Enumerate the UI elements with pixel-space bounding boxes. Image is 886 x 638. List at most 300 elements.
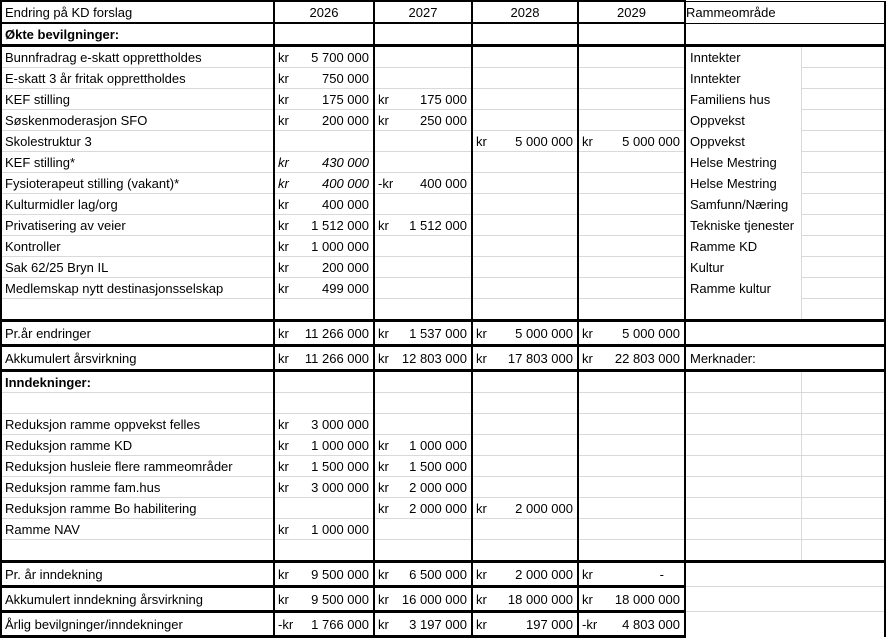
amount-group — [275, 326, 373, 341]
cell-label[interactable]: Akkumulert årsvirkning — [1, 346, 274, 371]
cell-label[interactable]: Pr. år inndekning — [1, 562, 274, 587]
cell-rammeomrade[interactable] — [685, 23, 801, 46]
amount-group — [579, 326, 684, 341]
cell-outside-grid[interactable] — [801, 371, 885, 393]
cell-year-2029[interactable] — [578, 477, 685, 498]
currency-label: kr — [278, 458, 289, 474]
cell-year-2029[interactable] — [578, 89, 685, 110]
cell-rammeomrade[interactable] — [685, 519, 801, 540]
cell-year-2026[interactable] — [274, 321, 374, 346]
cell-year-2029[interactable] — [578, 456, 685, 477]
cell-outside-grid[interactable] — [801, 257, 885, 278]
currency-label: -kr — [582, 616, 598, 632]
cell-year-2029[interactable] — [578, 393, 685, 414]
cell-outside-grid[interactable] — [801, 498, 885, 519]
amount-group — [375, 567, 471, 582]
amount-group — [473, 592, 577, 607]
amount-group — [375, 459, 471, 474]
cell-rammeomrade[interactable]: Oppvekst — [685, 110, 801, 131]
cell-year-2027[interactable] — [374, 435, 472, 456]
cell-year-2028[interactable] — [472, 519, 578, 540]
cell-rammeomrade[interactable]: Samfunn/Næring — [685, 194, 801, 215]
cell-year-2028[interactable] — [472, 110, 578, 131]
cell-year-2028[interactable] — [472, 393, 578, 414]
cell-label[interactable]: Økte bevilgninger: — [1, 23, 274, 46]
cell-year-2028[interactable] — [472, 194, 578, 215]
cell-label[interactable]: Pr.år endringer — [1, 321, 274, 346]
cell-year-2029[interactable] — [578, 131, 685, 152]
cell-year-2029[interactable] — [578, 562, 685, 587]
cell-year-2028[interactable] — [472, 612, 578, 637]
cell-year-2028[interactable] — [472, 257, 578, 278]
cell-year-2029[interactable] — [578, 257, 685, 278]
currency-label: kr — [278, 566, 289, 582]
amount-group — [275, 92, 373, 107]
cell-label[interactable]: Inndekninger: — [1, 371, 274, 393]
cell-label[interactable]: Bunnfradrag e-skatt opprettholdes — [1, 46, 274, 68]
table-row — [1, 23, 885, 46]
spacer-row — [1, 299, 885, 321]
cell-year-2026[interactable] — [274, 414, 374, 435]
cell-year-2026[interactable] — [274, 23, 374, 46]
currency-label: kr — [278, 91, 289, 107]
cell-year-2026[interactable] — [274, 612, 374, 637]
cell-label[interactable]: KEF stilling* — [1, 152, 274, 173]
currency-label: kr — [378, 350, 389, 366]
cell-year-2029[interactable] — [578, 173, 685, 194]
cell-year-2029[interactable] — [578, 278, 685, 299]
cell-year-2028[interactable] — [472, 435, 578, 456]
cell-year-2027[interactable] — [374, 346, 472, 371]
cell-year-2029[interactable] — [578, 498, 685, 519]
cell-rammeomrade[interactable]: Familiens hus — [685, 89, 801, 110]
cell-label[interactable] — [1, 299, 274, 321]
currency-label: kr — [582, 566, 593, 582]
cell-outside-grid[interactable] — [801, 89, 885, 110]
cell-year-2029[interactable] — [578, 519, 685, 540]
cell-rammeomrade[interactable]: Helse Mestring — [685, 173, 801, 194]
currency-label: kr — [278, 238, 289, 254]
cell-year-2027[interactable] — [374, 587, 472, 612]
currency-label: -kr — [278, 616, 294, 632]
cell-year-2028[interactable] — [472, 299, 578, 321]
currency-label: kr — [476, 591, 487, 607]
amount-value: 12 803 000 — [401, 350, 467, 366]
cell-year-2029[interactable] — [578, 321, 685, 346]
cell-year-2027[interactable] — [374, 393, 472, 414]
cell-year-2027[interactable] — [374, 278, 472, 299]
amount-group — [473, 567, 577, 582]
cell-year-2027[interactable] — [374, 131, 472, 152]
spacer-row — [1, 393, 885, 414]
cell-year-2026[interactable] — [274, 131, 374, 152]
cell-outside-grid[interactable] — [801, 562, 885, 587]
cell-year-2026[interactable] — [274, 393, 374, 414]
amount-value: 197 000 — [526, 616, 573, 632]
cell-year-2027[interactable] — [374, 110, 472, 131]
cell-year-2029[interactable] — [578, 152, 685, 173]
cell-label[interactable]: Medlemskap nytt destinasjonsselskap — [1, 278, 274, 299]
cell-year-2026[interactable] — [274, 257, 374, 278]
cell-rammeomrade[interactable] — [685, 540, 801, 562]
cell-rammeomrade[interactable] — [685, 562, 801, 587]
cell-label[interactable]: Sak 62/25 Bryn IL — [1, 257, 274, 278]
cell-label[interactable]: Reduksjon ramme fam.hus — [1, 477, 274, 498]
cell-year-2027[interactable] — [374, 371, 472, 393]
cell-year-2026[interactable] — [274, 346, 374, 371]
table-row — [1, 236, 885, 257]
cell-rammeomrade[interactable]: Kultur — [685, 257, 801, 278]
cell-label[interactable]: Privatisering av veier — [1, 215, 274, 236]
amount-value: 5 700 000 — [311, 49, 369, 65]
cell-year-2026[interactable] — [274, 215, 374, 236]
amount-group — [275, 459, 373, 474]
cell-rammeomrade[interactable]: Oppvekst — [685, 131, 801, 152]
amount-group — [375, 92, 471, 107]
currency-label: kr — [278, 49, 289, 65]
cell-year-2027[interactable] — [374, 152, 472, 173]
amount-group — [473, 617, 577, 632]
cell-label[interactable]: Reduksjon ramme oppvekst felles — [1, 414, 274, 435]
amount-value: 16 000 000 — [401, 591, 467, 607]
table-row — [1, 562, 885, 587]
amount-group — [275, 239, 373, 254]
cell-year-2027[interactable] — [374, 257, 472, 278]
header-row — [1, 1, 885, 23]
cell-outside-grid[interactable] — [801, 152, 885, 173]
cell-rammeomrade[interactable]: Inntekter — [685, 46, 801, 68]
cell-rammeomrade[interactable] — [685, 299, 801, 321]
cell-year-2029[interactable] — [578, 68, 685, 89]
cell-year-2028[interactable] — [472, 236, 578, 257]
currency-label: kr — [278, 217, 289, 233]
cell-year-2026[interactable] — [274, 299, 374, 321]
cell-year-2028[interactable] — [472, 587, 578, 612]
currency-label: kr — [476, 616, 487, 632]
amount-group — [579, 567, 684, 582]
amount-group — [375, 113, 471, 128]
amount-value: 1 512 000 — [311, 217, 369, 233]
table-row — [1, 612, 885, 637]
cell-year-2026[interactable] — [274, 173, 374, 194]
cell-year-2028[interactable] — [472, 131, 578, 152]
cell-outside-grid[interactable] — [801, 68, 885, 89]
cell-rammeomrade[interactable] — [685, 498, 801, 519]
currency-label: kr — [278, 70, 289, 86]
amount-value: 5 000 000 — [515, 133, 573, 149]
table-row — [1, 321, 885, 346]
cell-year-2029[interactable] — [578, 612, 685, 637]
cell-year-2027[interactable] — [374, 194, 472, 215]
amount-value: 4 803 000 — [622, 616, 680, 632]
table-row — [1, 346, 885, 371]
cell-outside-grid[interactable] — [801, 477, 885, 498]
amount-group — [375, 592, 471, 607]
cell-year-2027[interactable] — [374, 68, 472, 89]
cell-year-2029[interactable] — [578, 23, 685, 46]
cell-year-2026[interactable] — [274, 278, 374, 299]
cell-label[interactable] — [1, 540, 274, 562]
cell-year-2027[interactable] — [374, 173, 472, 194]
cell-year-2026[interactable] — [274, 89, 374, 110]
cell-year-2029[interactable] — [578, 540, 685, 562]
amount-group — [275, 155, 373, 170]
cell-year-2027[interactable] — [374, 89, 472, 110]
cell-outside-grid[interactable] — [801, 215, 885, 236]
amount-value: 1 500 000 — [409, 458, 467, 474]
cell-label[interactable]: Kontroller — [1, 236, 274, 257]
cell-year-2026[interactable] — [274, 46, 374, 68]
amount-value: 18 000 000 — [507, 591, 573, 607]
cell-year-2027[interactable] — [374, 236, 472, 257]
amount-group — [275, 71, 373, 86]
currency-label: kr — [476, 133, 487, 149]
cell-year-2028[interactable] — [472, 68, 578, 89]
cell-label[interactable]: Årlig bevilgninger/inndekninger — [1, 612, 274, 637]
cell-year-2026[interactable] — [274, 68, 374, 89]
cell-outside-grid[interactable] — [801, 612, 885, 637]
cell-year-2029[interactable] — [578, 414, 685, 435]
amount-value: 2 000 000 — [515, 566, 573, 582]
currency-label: kr — [582, 591, 593, 607]
cell-rammeomrade[interactable]: Merknader: — [685, 346, 801, 371]
cell-year-2028[interactable] — [472, 498, 578, 519]
amount-value: 2 000 000 — [409, 500, 467, 516]
cell-rammeomrade[interactable]: Tekniske tjenester — [685, 215, 801, 236]
cell-label[interactable]: Reduksjon husleie flere rammeområder — [1, 456, 274, 477]
cell-rammeomrade[interactable] — [685, 321, 801, 346]
cell-year-2028[interactable] — [472, 540, 578, 562]
cell-label[interactable]: Reduksjon ramme Bo habilitering — [1, 498, 274, 519]
cell-outside-grid[interactable] — [801, 173, 885, 194]
header-title-cell[interactable]: Endring på KD forslag — [1, 1, 274, 23]
cell-outside-grid[interactable] — [801, 587, 885, 612]
cell-year-2028[interactable] — [472, 371, 578, 393]
cell-outside-grid[interactable] — [801, 131, 885, 152]
cell-year-2026[interactable] — [274, 587, 374, 612]
cell-label[interactable]: KEF stilling — [1, 89, 274, 110]
cell-year-2029[interactable] — [578, 46, 685, 68]
cell-year-2026[interactable] — [274, 236, 374, 257]
cell-year-2028[interactable] — [472, 23, 578, 46]
header-year-2029[interactable]: 2029 — [578, 1, 685, 23]
cell-outside-grid[interactable] — [801, 321, 885, 346]
cell-year-2029[interactable] — [578, 299, 685, 321]
header-year-2027[interactable]: 2027 — [374, 1, 472, 23]
cell-rammeomrade[interactable] — [685, 456, 801, 477]
cell-year-2026[interactable] — [274, 110, 374, 131]
amount-group — [579, 617, 684, 632]
cell-year-2028[interactable] — [472, 477, 578, 498]
cell-year-2027[interactable] — [374, 519, 472, 540]
cell-year-2027[interactable] — [374, 477, 472, 498]
cell-year-2027[interactable] — [374, 23, 472, 46]
cell-rammeomrade[interactable]: Helse Mestring — [685, 152, 801, 173]
amount-value: 175 000 — [420, 91, 467, 107]
cell-year-2026[interactable] — [274, 152, 374, 173]
cell-outside-grid[interactable] — [801, 23, 885, 46]
amount-value: 175 000 — [322, 91, 369, 107]
cell-rammeomrade[interactable]: Ramme kultur — [685, 278, 801, 299]
cell-year-2028[interactable] — [472, 321, 578, 346]
cell-year-2027[interactable] — [374, 456, 472, 477]
cell-year-2029[interactable] — [578, 110, 685, 131]
header-rammeomrade[interactable]: Rammeområde — [685, 1, 801, 23]
header-year-2028[interactable]: 2028 — [472, 1, 578, 23]
cell-year-2029[interactable] — [578, 236, 685, 257]
table-row — [1, 498, 885, 519]
amount-group — [375, 480, 471, 495]
cell-year-2028[interactable] — [472, 414, 578, 435]
amount-group — [375, 218, 471, 233]
amount-value: 1 500 000 — [311, 458, 369, 474]
cell-year-2027[interactable] — [374, 321, 472, 346]
table-row — [1, 587, 885, 612]
cell-year-2028[interactable] — [472, 152, 578, 173]
cell-label[interactable]: Fysioterapeut stilling (vakant)* — [1, 173, 274, 194]
header-year-2026[interactable]: 2026 — [274, 1, 374, 23]
table-row — [1, 278, 885, 299]
header-outside-cell[interactable] — [801, 1, 885, 23]
cell-label[interactable]: E-skatt 3 år fritak opprettholdes — [1, 68, 274, 89]
currency-label: kr — [582, 133, 593, 149]
cell-rammeomrade[interactable]: Inntekter — [685, 68, 801, 89]
cell-label[interactable]: Reduksjon ramme KD — [1, 435, 274, 456]
cell-year-2026[interactable] — [274, 477, 374, 498]
cell-label[interactable]: Søskenmoderasjon SFO — [1, 110, 274, 131]
cell-rammeomrade[interactable] — [685, 414, 801, 435]
amount-value: 1 000 000 — [311, 437, 369, 453]
cell-rammeomrade[interactable] — [685, 477, 801, 498]
cell-outside-grid[interactable] — [801, 236, 885, 257]
cell-year-2026[interactable] — [274, 194, 374, 215]
currency-label: kr — [278, 350, 289, 366]
cell-outside-grid[interactable] — [801, 194, 885, 215]
cell-year-2029[interactable] — [578, 346, 685, 371]
spacer-row — [1, 540, 885, 562]
cell-year-2029[interactable] — [578, 371, 685, 393]
cell-outside-grid[interactable] — [801, 435, 885, 456]
currency-label: kr — [476, 325, 487, 341]
cell-year-2028[interactable] — [472, 173, 578, 194]
cell-outside-grid[interactable] — [801, 456, 885, 477]
cell-year-2026[interactable] — [274, 371, 374, 393]
cell-outside-grid[interactable] — [801, 299, 885, 321]
amount-value: 11 266 000 — [304, 325, 369, 341]
table-row — [1, 456, 885, 477]
amount-group — [375, 438, 471, 453]
currency-label: kr — [378, 112, 389, 128]
cell-year-2028[interactable] — [472, 346, 578, 371]
cell-label[interactable]: Skolestruktur 3 — [1, 131, 274, 152]
cell-rammeomrade[interactable] — [685, 371, 801, 393]
amount-group — [579, 351, 684, 366]
cell-label[interactable]: Akkumulert inndekning årsvirkning — [1, 587, 274, 612]
cell-outside-grid[interactable] — [801, 540, 885, 562]
amount-group — [275, 218, 373, 233]
cell-year-2027[interactable] — [374, 414, 472, 435]
amount-value: 430 000 — [322, 154, 369, 170]
amount-value: 17 803 000 — [507, 350, 573, 366]
amount-group — [275, 480, 373, 495]
amount-value: 1 000 000 — [311, 238, 369, 254]
cell-year-2026[interactable] — [274, 519, 374, 540]
cell-label[interactable] — [1, 393, 274, 414]
amount-value: 3 000 000 — [311, 479, 369, 495]
table-row — [1, 110, 885, 131]
cell-year-2026[interactable] — [274, 540, 374, 562]
currency-label: kr — [378, 616, 389, 632]
cell-outside-grid[interactable] — [801, 346, 885, 371]
amount-value: 11 266 000 — [304, 350, 369, 366]
cell-rammeomrade[interactable]: Ramme KD — [685, 236, 801, 257]
cell-rammeomrade[interactable] — [685, 435, 801, 456]
cell-rammeomrade[interactable] — [685, 612, 801, 637]
cell-year-2028[interactable] — [472, 278, 578, 299]
cell-year-2028[interactable] — [472, 89, 578, 110]
table-row — [1, 371, 885, 393]
cell-outside-grid[interactable] — [801, 110, 885, 131]
cell-year-2026[interactable] — [274, 498, 374, 519]
amount-value: 9 500 000 — [311, 591, 369, 607]
cell-year-2026[interactable] — [274, 456, 374, 477]
amount-group — [275, 351, 373, 366]
cell-year-2027[interactable] — [374, 498, 472, 519]
cell-label[interactable]: Ramme NAV — [1, 519, 274, 540]
table-row — [1, 414, 885, 435]
cell-outside-grid[interactable] — [801, 414, 885, 435]
cell-year-2027[interactable] — [374, 215, 472, 236]
cell-year-2029[interactable] — [578, 194, 685, 215]
cell-year-2028[interactable] — [472, 215, 578, 236]
cell-label[interactable]: Kulturmidler lag/org — [1, 194, 274, 215]
currency-label: kr — [378, 325, 389, 341]
cell-year-2029[interactable] — [578, 215, 685, 236]
currency-label: kr — [278, 416, 289, 432]
amount-value: 1 766 000 — [311, 616, 369, 632]
cell-year-2027[interactable] — [374, 562, 472, 587]
table-row — [1, 477, 885, 498]
amount-group — [275, 50, 373, 65]
cell-year-2028[interactable] — [472, 46, 578, 68]
cell-year-2028[interactable] — [472, 562, 578, 587]
cell-outside-grid[interactable] — [801, 278, 885, 299]
amount-group — [473, 134, 577, 149]
cell-year-2027[interactable] — [374, 612, 472, 637]
cell-year-2027[interactable] — [374, 46, 472, 68]
amount-value: 6 500 000 — [409, 566, 467, 582]
amount-value: 499 000 — [322, 280, 369, 296]
cell-year-2027[interactable] — [374, 299, 472, 321]
cell-outside-grid[interactable] — [801, 519, 885, 540]
cell-rammeomrade[interactable] — [685, 393, 801, 414]
amount-group — [275, 176, 373, 191]
cell-outside-grid[interactable] — [801, 46, 885, 68]
amount-group — [579, 134, 684, 149]
table-row — [1, 131, 885, 152]
cell-year-2029[interactable] — [578, 435, 685, 456]
table-row — [1, 173, 885, 194]
cell-year-2029[interactable] — [578, 587, 685, 612]
cell-year-2026[interactable] — [274, 435, 374, 456]
cell-rammeomrade[interactable] — [685, 587, 801, 612]
cell-outside-grid[interactable] — [801, 393, 885, 414]
cell-year-2028[interactable] — [472, 456, 578, 477]
amount-group — [275, 567, 373, 582]
cell-year-2026[interactable] — [274, 562, 374, 587]
amount-value: 3 000 000 — [311, 416, 369, 432]
cell-year-2027[interactable] — [374, 540, 472, 562]
